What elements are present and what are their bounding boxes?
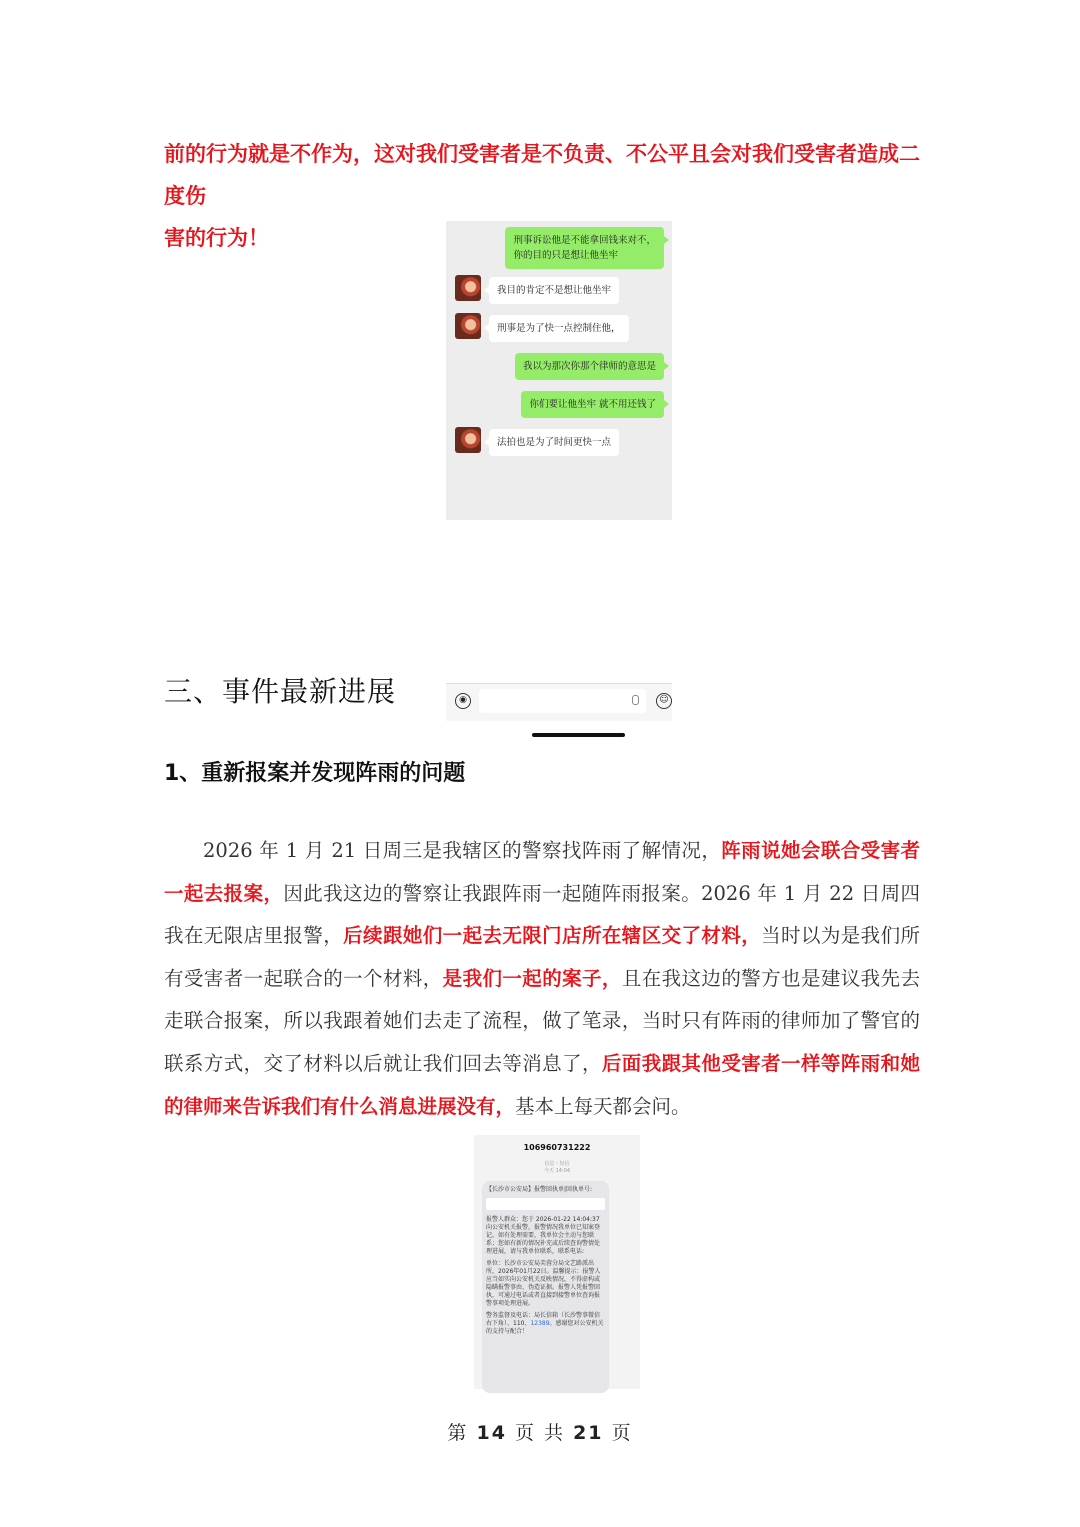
chat-text: 刑事诉讼他是不能拿回钱来对不， bbox=[513, 235, 656, 246]
chat-text: 我目的肯定不是想让他坐牢 bbox=[497, 285, 612, 296]
footer-text: 页 共 bbox=[514, 1422, 566, 1444]
sms-text: 。感谢您对公安机关的支持与配合！ bbox=[486, 1320, 604, 1335]
body-paragraph bbox=[164, 830, 920, 1128]
chat-bubble-other bbox=[489, 429, 619, 456]
page-total: 21 bbox=[573, 1422, 604, 1444]
intro-line-1: 前的行为就是不作为，这对我们受害者是不负责、不公平且会对我们受害者造成二度伤 bbox=[164, 142, 920, 208]
avatar bbox=[455, 427, 481, 453]
page-footer bbox=[0, 1418, 1080, 1445]
sms-sub-line: 信息・短信 bbox=[544, 1161, 570, 1167]
chat-bubble-other bbox=[489, 277, 619, 304]
chat-bubble-me bbox=[505, 227, 664, 269]
sms-line: 【长沙市公安局】报警回执单|回执单号: bbox=[486, 1186, 593, 1193]
body-text: 当时以为是我们所有受害者一起联合的一个材料， bbox=[164, 924, 920, 990]
sms-sub-line: 今天 14:04 bbox=[544, 1168, 570, 1174]
sms-line: 报警人群众：您于 2026-01-22 14:04:37 向公安机关报警，报警情况我单位已知案登记。如有处理需要，我单位会主动与您联系；您如有新的情况补充或后续查询警情处理进展，请与我单位联系，联系电话: bbox=[486, 1216, 601, 1255]
footer-text: 页 bbox=[611, 1422, 633, 1444]
redacted-block bbox=[486, 1198, 605, 1210]
sms-subheader bbox=[474, 1161, 640, 1175]
avatar bbox=[455, 275, 481, 301]
chat-text: 你们要让他坐牢 就不用还钱了 bbox=[529, 399, 656, 410]
highlight-text: 后面我跟其他受害者一样等阵雨和她的律师来告诉我们有什么消息进展没有， bbox=[164, 1051, 920, 1118]
body-text: 因此我这边的警察让我跟阵雨一起随阵雨报案。2026 年 1 月 22 日周四我在无限店里报警， bbox=[164, 881, 920, 948]
voice-icon[interactable]: ◉ bbox=[455, 693, 471, 709]
body-text: 2026 年 1 月 21 日周三是我辖区的警察找阵雨了解情况， bbox=[203, 839, 722, 862]
highlight-text: 是我们一起的案子， bbox=[442, 966, 622, 990]
sms-screenshot bbox=[474, 1135, 640, 1389]
intro-line-2: 害的行为！ bbox=[164, 226, 269, 250]
section-subheading: 1、重新报案并发现阵雨的问题 bbox=[164, 761, 466, 786]
highlight-text: 后续跟她们一起去无限门店所在辖区交了材料， bbox=[343, 924, 762, 948]
body-text: 基本上每天都会问。 bbox=[515, 1094, 691, 1118]
sms-line bbox=[486, 1312, 605, 1336]
chat-input[interactable] bbox=[479, 689, 646, 713]
highlight-text: 阵雨说她会联合受害者一起去报案， bbox=[164, 839, 920, 905]
body-text: 且在我这边的警方也是建议我先去走联合报案，所以我跟着她们去走了流程，做了笔录，当时只有阵雨的律师加了警官的联系方式，交了材料以后就让我们回去等消息了， bbox=[164, 966, 920, 1075]
emoji-icon[interactable]: ☺ bbox=[656, 693, 672, 709]
page-number: 14 bbox=[476, 1422, 507, 1444]
sms-line: 单位：长沙市公安局芙蓉分局文艺路派出所，2026年01月22日。温馨提示：报警人应当如实向公安机关反映情况，不得虚构或隐瞒报警事由、伪造证据。报警人凭报警回执，可通过电话或者直接到接警单位查询报警事项处理进展。 bbox=[486, 1260, 601, 1307]
sms-sender: 106960731222 bbox=[523, 1143, 591, 1152]
chat-text: 我以为那次你那个律师的意思是 bbox=[522, 361, 656, 372]
chat-text: 刑事是为了快一点控制住他， bbox=[497, 323, 621, 334]
chat-text: 你的目的只是想让他坐牢 bbox=[513, 250, 618, 261]
chat-bubble-me bbox=[515, 353, 664, 380]
chat-screenshot bbox=[446, 221, 672, 705]
chat-text: 法拍也是为了时间更快一点 bbox=[497, 437, 612, 448]
chat-bubble-me bbox=[521, 391, 664, 418]
sms-text: 警务监督及电话：局长信箱（长沙警事微信右下角）、110、 bbox=[486, 1312, 601, 1327]
avatar bbox=[455, 313, 481, 339]
mic-icon bbox=[632, 695, 639, 705]
chat-input-bar bbox=[446, 683, 672, 721]
home-indicator bbox=[532, 733, 625, 737]
sms-phone-link[interactable]: 12389 bbox=[530, 1320, 550, 1327]
chat-bubble-other bbox=[489, 315, 629, 342]
sms-message-bubble bbox=[482, 1181, 609, 1393]
footer-text: 第 bbox=[447, 1422, 469, 1444]
section-heading: 三、事件最新进展 bbox=[164, 675, 397, 708]
